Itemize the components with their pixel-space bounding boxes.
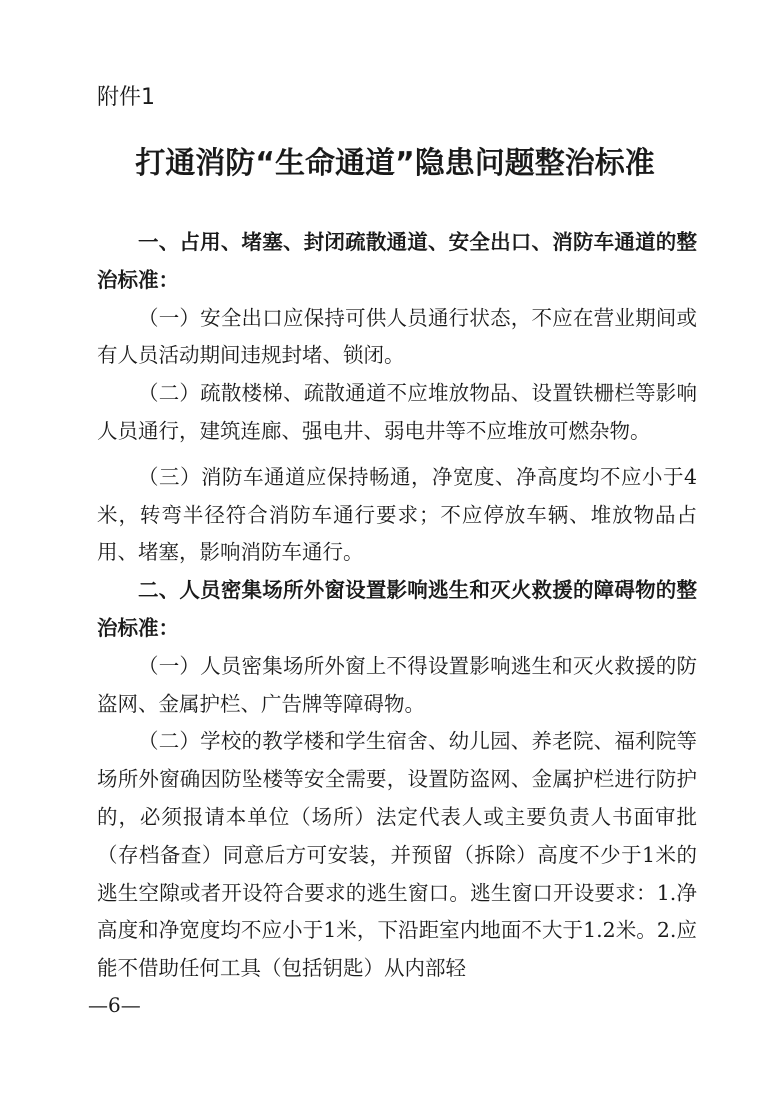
document-body [97,224,697,988]
section-1-item-2: （二）疏散楼梯、疏散通道不应堆放物品、设置铁栅栏等影响人员通行，建筑连廊、强电井、弱电井等不应堆放可燃杂物。 [97,381,697,443]
page-number: —6— [88,993,141,1017]
attachment-label: 附件1 [97,85,155,110]
section-heading-2: 二、人员密集场所外窗设置影响逃生和灭火救援的障碍物的整治标准： [97,578,697,640]
section-2-item-2: （二）学校的教学楼和学生宿舍、幼儿园、养老院、福利院等场所外窗确因防坠楼等安全需要，设置防盗网、金属护栏进行防护的，必须报请本单位（场所）法定代表人或主要负责人书面审批（存档备查）同意后方可安装，并预留（拆除）高度不少于1米的逃生空隙或者开设符合要求的逃生窗口。逃生窗口开设要求：1.净高度和净宽度均不应小于1米，下沿距室内地面不大于1.2米。2.应能不借助任何工具（包括钥匙）从内部轻 [97,729,697,981]
section-2-item-1: （一）人员密集场所外窗上不得设置影响逃生和灭火救援的防盗网、金属护栏、广告牌等障碍物。 [97,653,697,716]
section-1-item-3: （三）消防车通道应保持畅通，净宽度、净高度均不应小于4米，转弯半径符合消防车通行要求；不应停放车辆、堆放物品占用、堵塞，影响消防车通行。 [97,464,697,565]
section-heading-1: 一、占用、堵塞、封闭疏散通道、安全出口、消防车通道的整治标准： [97,230,697,292]
section-1-item-1: （一）安全出口应保持可供人员通行状态，不应在营业期间或有人员活动期间违规封堵、锁闭。 [97,305,697,368]
document-title: 打通消防“生命通道”隐患问题整治标准 [135,146,655,181]
